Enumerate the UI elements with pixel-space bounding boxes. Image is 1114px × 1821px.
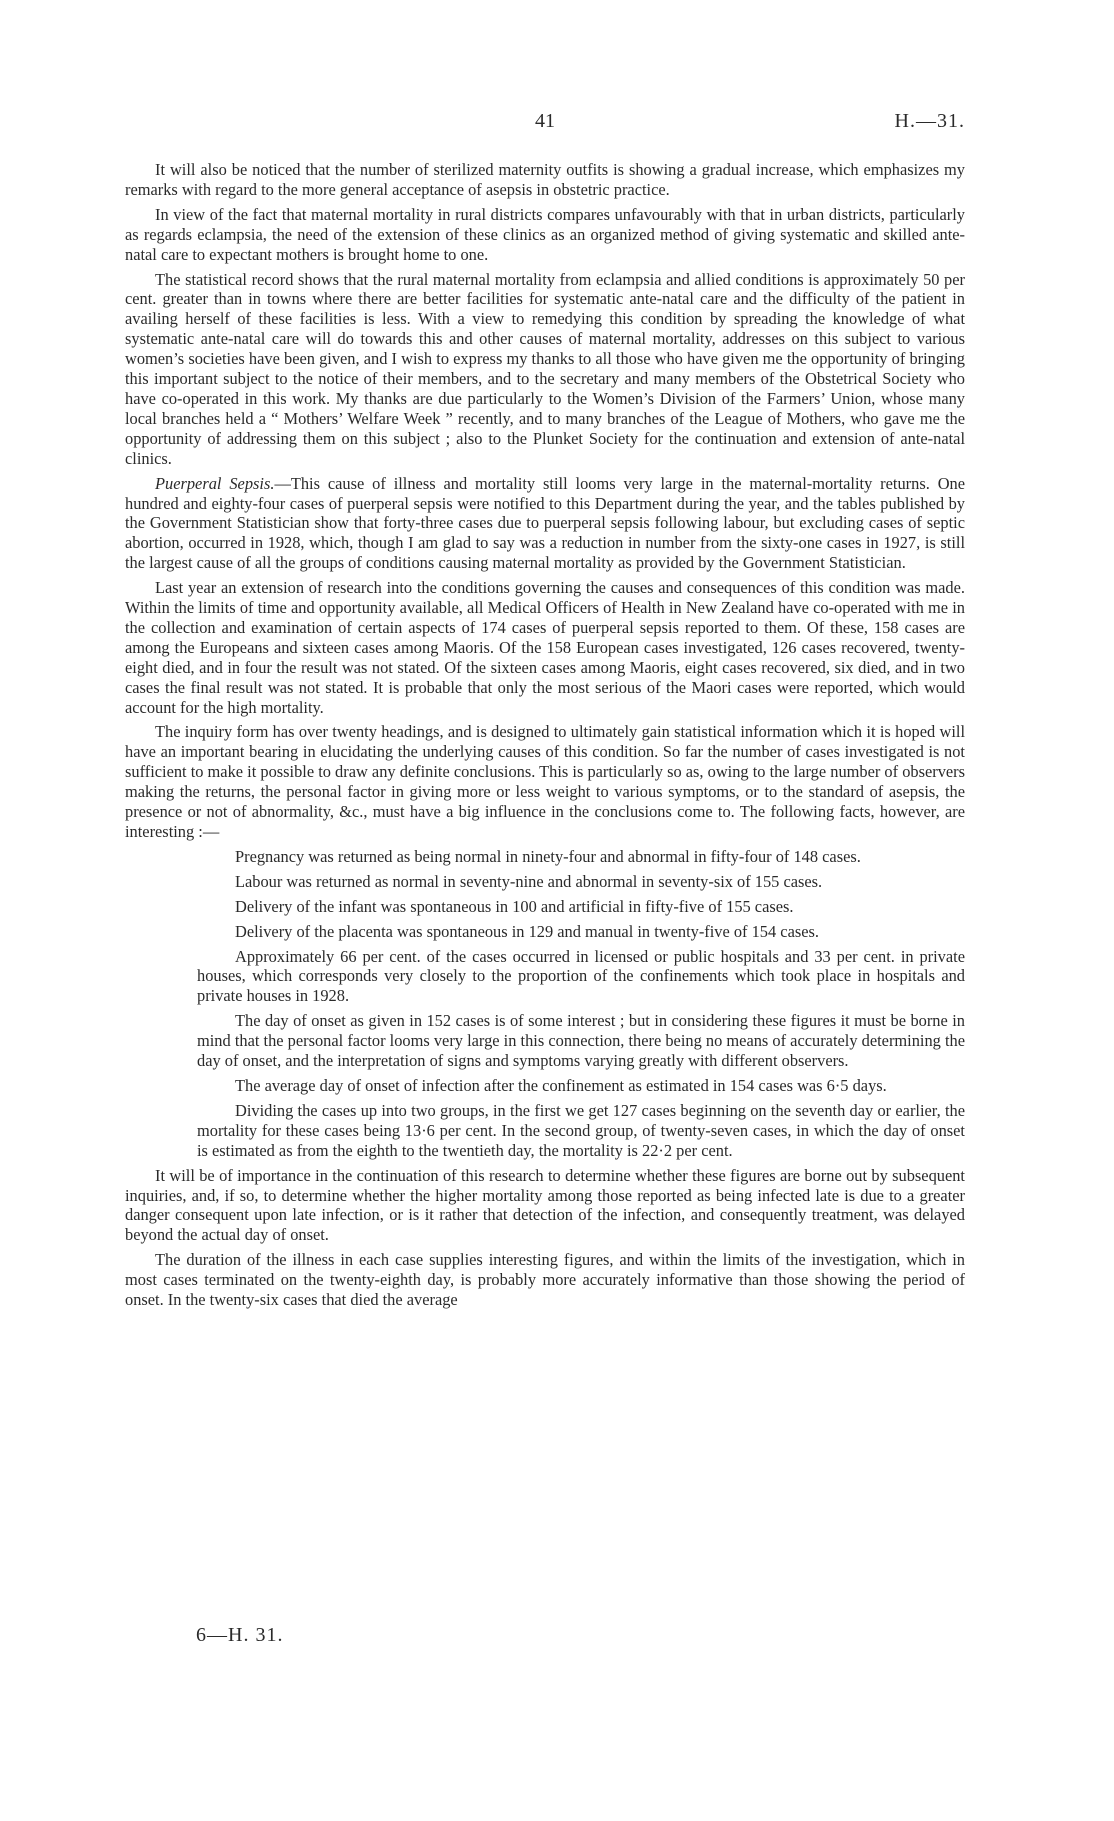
paragraph (125, 578, 965, 717)
paragraph-text: The statistical record shows that the rural maternal mortality from eclampsia and allied conditions is approximately 50 per cent. greater than in towns where there are better facilities for systematic ante-natal care and the difficulty of the patient in availing herself of these facilities is less. With a view to remedying this condition by spreading the knowledge of what systematic ante-natal care will do towards this and other causes of maternal mortality, addresses on this subject to various women’s societies have been given, and I wish to express my thanks to all those who have given me the opportunity of bringing this important subject to the notice of their members, and to the secretary and many members of the Obstetrical Society who have co-operated in this work. My thanks are due particularly to the Women’s Division of the Farmers’ Union, whose many local branches held a “ Mothers’ Welfare Week ” recently, and to many branches of the League of Mothers, who gave me the opportunity of addressing them on this subject ; also to the Plunket Society for the continuation and extension of ante-natal clinics. (125, 269, 965, 468)
section-heading: Puerperal Sepsis. (155, 473, 275, 493)
paragraph (197, 947, 965, 1007)
paragraph-text: The day of onset as given in 152 cases is of some interest ; but in considering these figures it must be borne in mind that the personal factor looms very large in this connection, there being no means of accurately determining the day of onset, and the interpretation of signs and symptoms varying greatly with different observers. (197, 1011, 965, 1071)
paragraph (125, 205, 965, 265)
paragraph-text: Delivery of the infant was spontaneous in 100 and artificial in fifty-five of 155 cases. (235, 896, 794, 916)
body-text (125, 160, 965, 1315)
paragraph (197, 922, 965, 942)
paragraph-text: Approximately 66 per cent. of the cases occurred in licensed or public hospitals and 33 per cent. in private houses, which corresponds very closely to the proportion of the confinements which took place in hospitals and private houses in 1928. (197, 946, 965, 1006)
paragraph (197, 897, 965, 917)
document-reference: H.—31. (894, 110, 965, 132)
paragraph (125, 1166, 965, 1246)
paragraph-text: It will be of importance in the continuation of this research to determine whether these figures are borne out by subsequent inquiries, and, if so, to determine whether the higher mortality among those reported as being infected late is due to a greater danger consequent upon late infection, or is it rather that detection of the infection, and consequently treatment, was delayed beyond the actual day of onset. (125, 1165, 965, 1245)
paragraph (197, 872, 965, 892)
paragraph (197, 1076, 965, 1096)
signature-mark: 6—H. 31. (196, 1624, 284, 1646)
paragraph (125, 474, 965, 574)
paragraph-text: Last year an extension of research into the conditions governing the causes and consequences of this condition was made. Within the limits of time and opportunity available, all Medical Officers of Health in New Zealand have co-operated with me in the collection and examination of certain aspects of 174 cases of puerperal sepsis reported to them. Of these, 158 cases are among the Europeans and sixteen cases among Maoris. Of the 158 European cases investigated, 126 cases recovered, twenty-eight died, and in four the result was not stated. Of the sixteen cases among Maoris, eight cases recovered, six died, and in two cases the final result was not stated. It is probable that only the most serious of the Maori cases were reported, which would account for the high mortality. (125, 578, 965, 717)
paragraph (197, 1101, 965, 1161)
paragraph-text: It will also be noticed that the number of sterilized maternity outfits is showing a gradual increase, which emphasizes my remarks with regard to the more general acceptance of asepsis in obstetric practice. (125, 160, 965, 199)
paragraph-text: In view of the fact that maternal mortality in rural districts compares unfavourably with that in urban districts, particularly as regards eclampsia, the need of the extension of these clinics as an organized method of giving systematic and skilled ante-natal care to expectant mothers is brought home to one. (125, 204, 965, 264)
paragraph-text: The inquiry form has over twenty headings, and is designed to ultimately gain statistical information which it is hoped will have an important bearing in elucidating the underlying causes of this condition. So far the number of cases investigated is not sufficient to make it possible to draw any definite conclusions. This is particularly so as, owing to the large number of observers making the returns, the personal factor in giving more or less weight to various symptoms, or to the standard of asepsis, the presence or not of abnormality, &c., must have a big influence in the conclusions come to. The following facts, however, are interesting :— (125, 722, 965, 841)
paragraph (125, 1250, 965, 1310)
paragraph-text: The average day of onset of infection after the confinement as estimated in 154 cases was 6·5 days. (235, 1075, 887, 1095)
paragraph-text: Labour was returned as normal in seventy-nine and abnormal in seventy-six of 155 cases. (235, 871, 823, 891)
paragraph-text: Delivery of the placenta was spontaneous in 129 and manual in twenty-five of 154 cases. (235, 921, 819, 941)
paragraph (125, 270, 965, 469)
page-number: 41 (535, 110, 555, 132)
paragraph (197, 1011, 965, 1071)
paragraph (197, 847, 965, 867)
page-header (125, 110, 965, 140)
paragraph-text: —This cause of illness and mortality still looms very large in the maternal-mortality returns. One hundred and eighty-four cases of puerperal sepsis were notified to this Department during the year, and the tables published by the Government Statistician show that forty-three cases due to puerperal sepsis following labour, but excluding cases of septic abortion, occurred in 1928, which, though I am glad to say was a reduction in number from the sixty-one cases in 1927, is still the largest cause of all the groups of conditions causing maternal mortality as provided by the Government Statistician. (125, 473, 965, 573)
paragraph (125, 160, 965, 200)
paragraph-text: The duration of the illness in each case supplies interesting figures, and within the limits of the investigation, which in most cases terminated on the twenty-eighth day, is probably more accurately informative than those showing the period of onset. In the twenty-six cases that died the average (125, 1250, 965, 1310)
paragraph-text: Pregnancy was returned as being normal in ninety-four and abnormal in fifty-four of 148 cases. (235, 846, 861, 866)
paragraph (125, 722, 965, 841)
paragraph-text: Dividing the cases up into two groups, in the first we get 127 cases beginning on the seventh day or earlier, the mortality for these cases being 13·6 per cent. In the second group, of twenty-seven cases, in which the day of onset is estimated as from the eighth to the twentieth day, the mortality is 22·2 per cent. (197, 1100, 965, 1160)
